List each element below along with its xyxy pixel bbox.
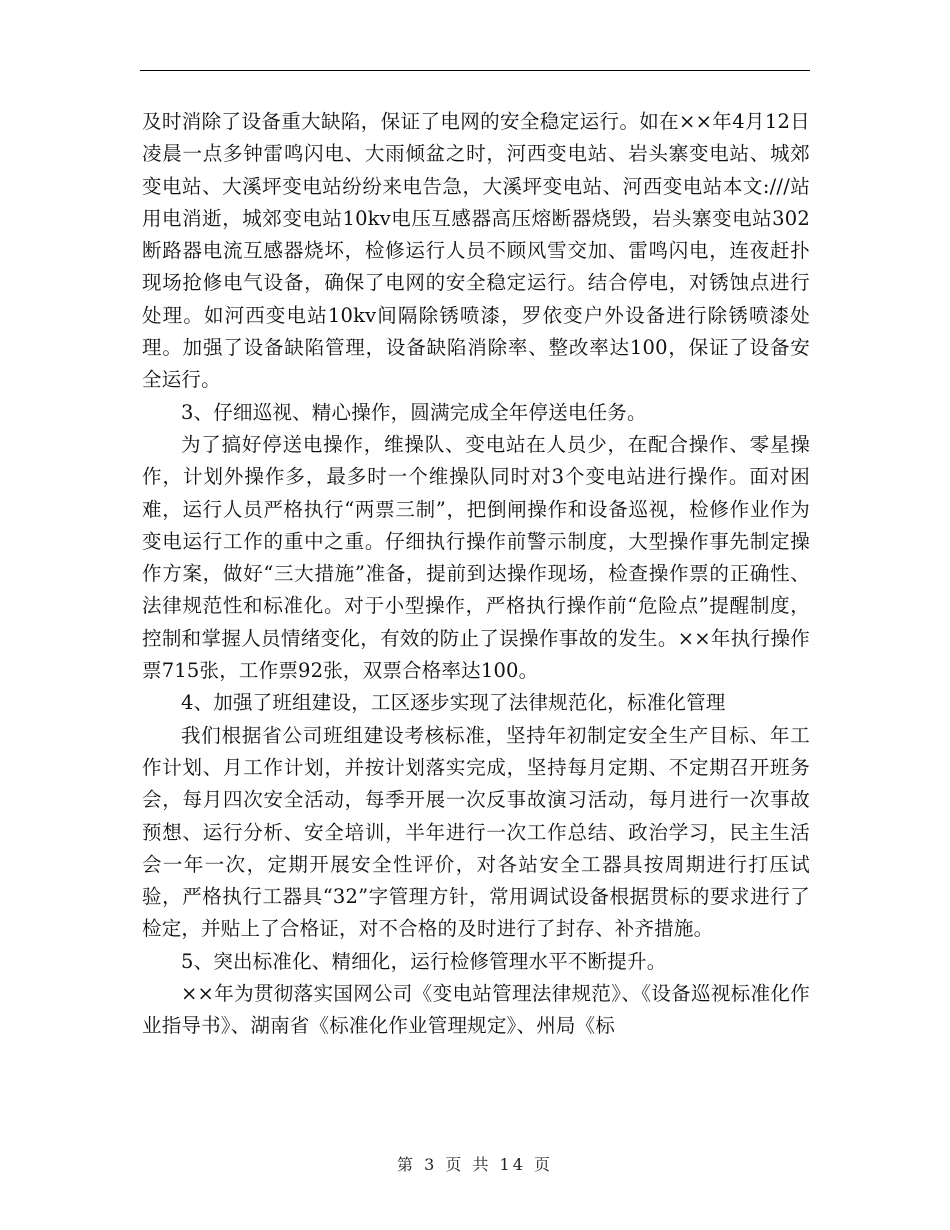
paragraph-continuation: 及时消除了设备重大缺陷，保证了电网的安全稳定运行。如在××年4月12日凌晨一点多钟雷鸣闪电、大雨倾盆之时，河西变电站、岩头寨变电站、城郊变电站、大溪坪变电站纷纷来电告急，大溪坪变电站、河西变电站本文:///站用电消逝，城郊变电站10kv电压互感器高压熔断器烧毁，岩头寨变电站302断路器电流互感器烧坏，检修运行人员不顾风雪交加、雷鸣闪电，连夜赶扑现场抢修电气设备，确保了电网的安全稳定运行。结合停电，对锈蚀点进行处理。如河西变电站10kv间隔除锈喷漆，罗依变户外设备进行除锈喷漆处理。加强了设备缺陷管理，设备缺陷消除率、整改率达100，保证了设备安全运行。 — [142, 110, 810, 392]
paragraph-switching-operations: 为了搞好停送电操作，维操队、变电站在人员少，在配合操作、零星操作，计划外操作多，最多时一个维操队同时对3个变电站进行操作。面对困难，运行人员严格执行“两票三制”，把倒闸操作和设备巡视，检修作业作为变电运行工作的重中之重。仔细执行操作前警示制度，大型操作事先制定操作方案，做好“三大措施”准备，提前到达操作现场，检查操作票的正确性、法律规范性和标准化。对于小型操作，严格执行操作前“危险点”提醒制度，控制和掌握人员情绪变化，有效的防止了误操作事故的发生。××年执行操作票715张，工作票92张，双票合格率达100。 — [142, 432, 810, 683]
paragraph-standardization: ××年为贯彻落实国网公司《变电站管理法律规范》、《设备巡视标准化作业指导书》、湖南省《标准化作业管理规定》、州局《标 — [142, 982, 810, 1038]
document-body — [142, 106, 810, 1043]
page-number-footer: 第 3 页 共 14 页 — [397, 1155, 553, 1174]
paragraph-team-building: 我们根据省公司班组建设考核标准，坚持年初制定安全生产目标、年工作计划、月工作计划，并按计划落实完成，坚持每月定期、不定期召开班务会，每月四次安全活动，每季开展一次反事故演习活动，每月进行一次事故预想、运行分析、安全培训，半年进行一次工作总结、政治学习，民主生活会一年一次，定期开展安全性评价，对各站安全工器具按周期进行打压试验，严格执行工器具“32”字管理方针，常用调试设备根据贯标的要求进行了检定，并贴上了合格证，对不合格的及时进行了封存、补齐措施。 — [142, 723, 810, 941]
section-heading-5: 5、突出标准化、精细化，运行检修管理水平不断提升。 — [181, 949, 667, 973]
header-rule — [140, 70, 810, 71]
section-heading-3: 3、仔细巡视、精心操作，圆满完成全年停送电任务。 — [181, 400, 647, 424]
section-heading-4: 4、加强了班组建设，工区逐步实现了法律规范化，标准化管理 — [181, 691, 726, 715]
